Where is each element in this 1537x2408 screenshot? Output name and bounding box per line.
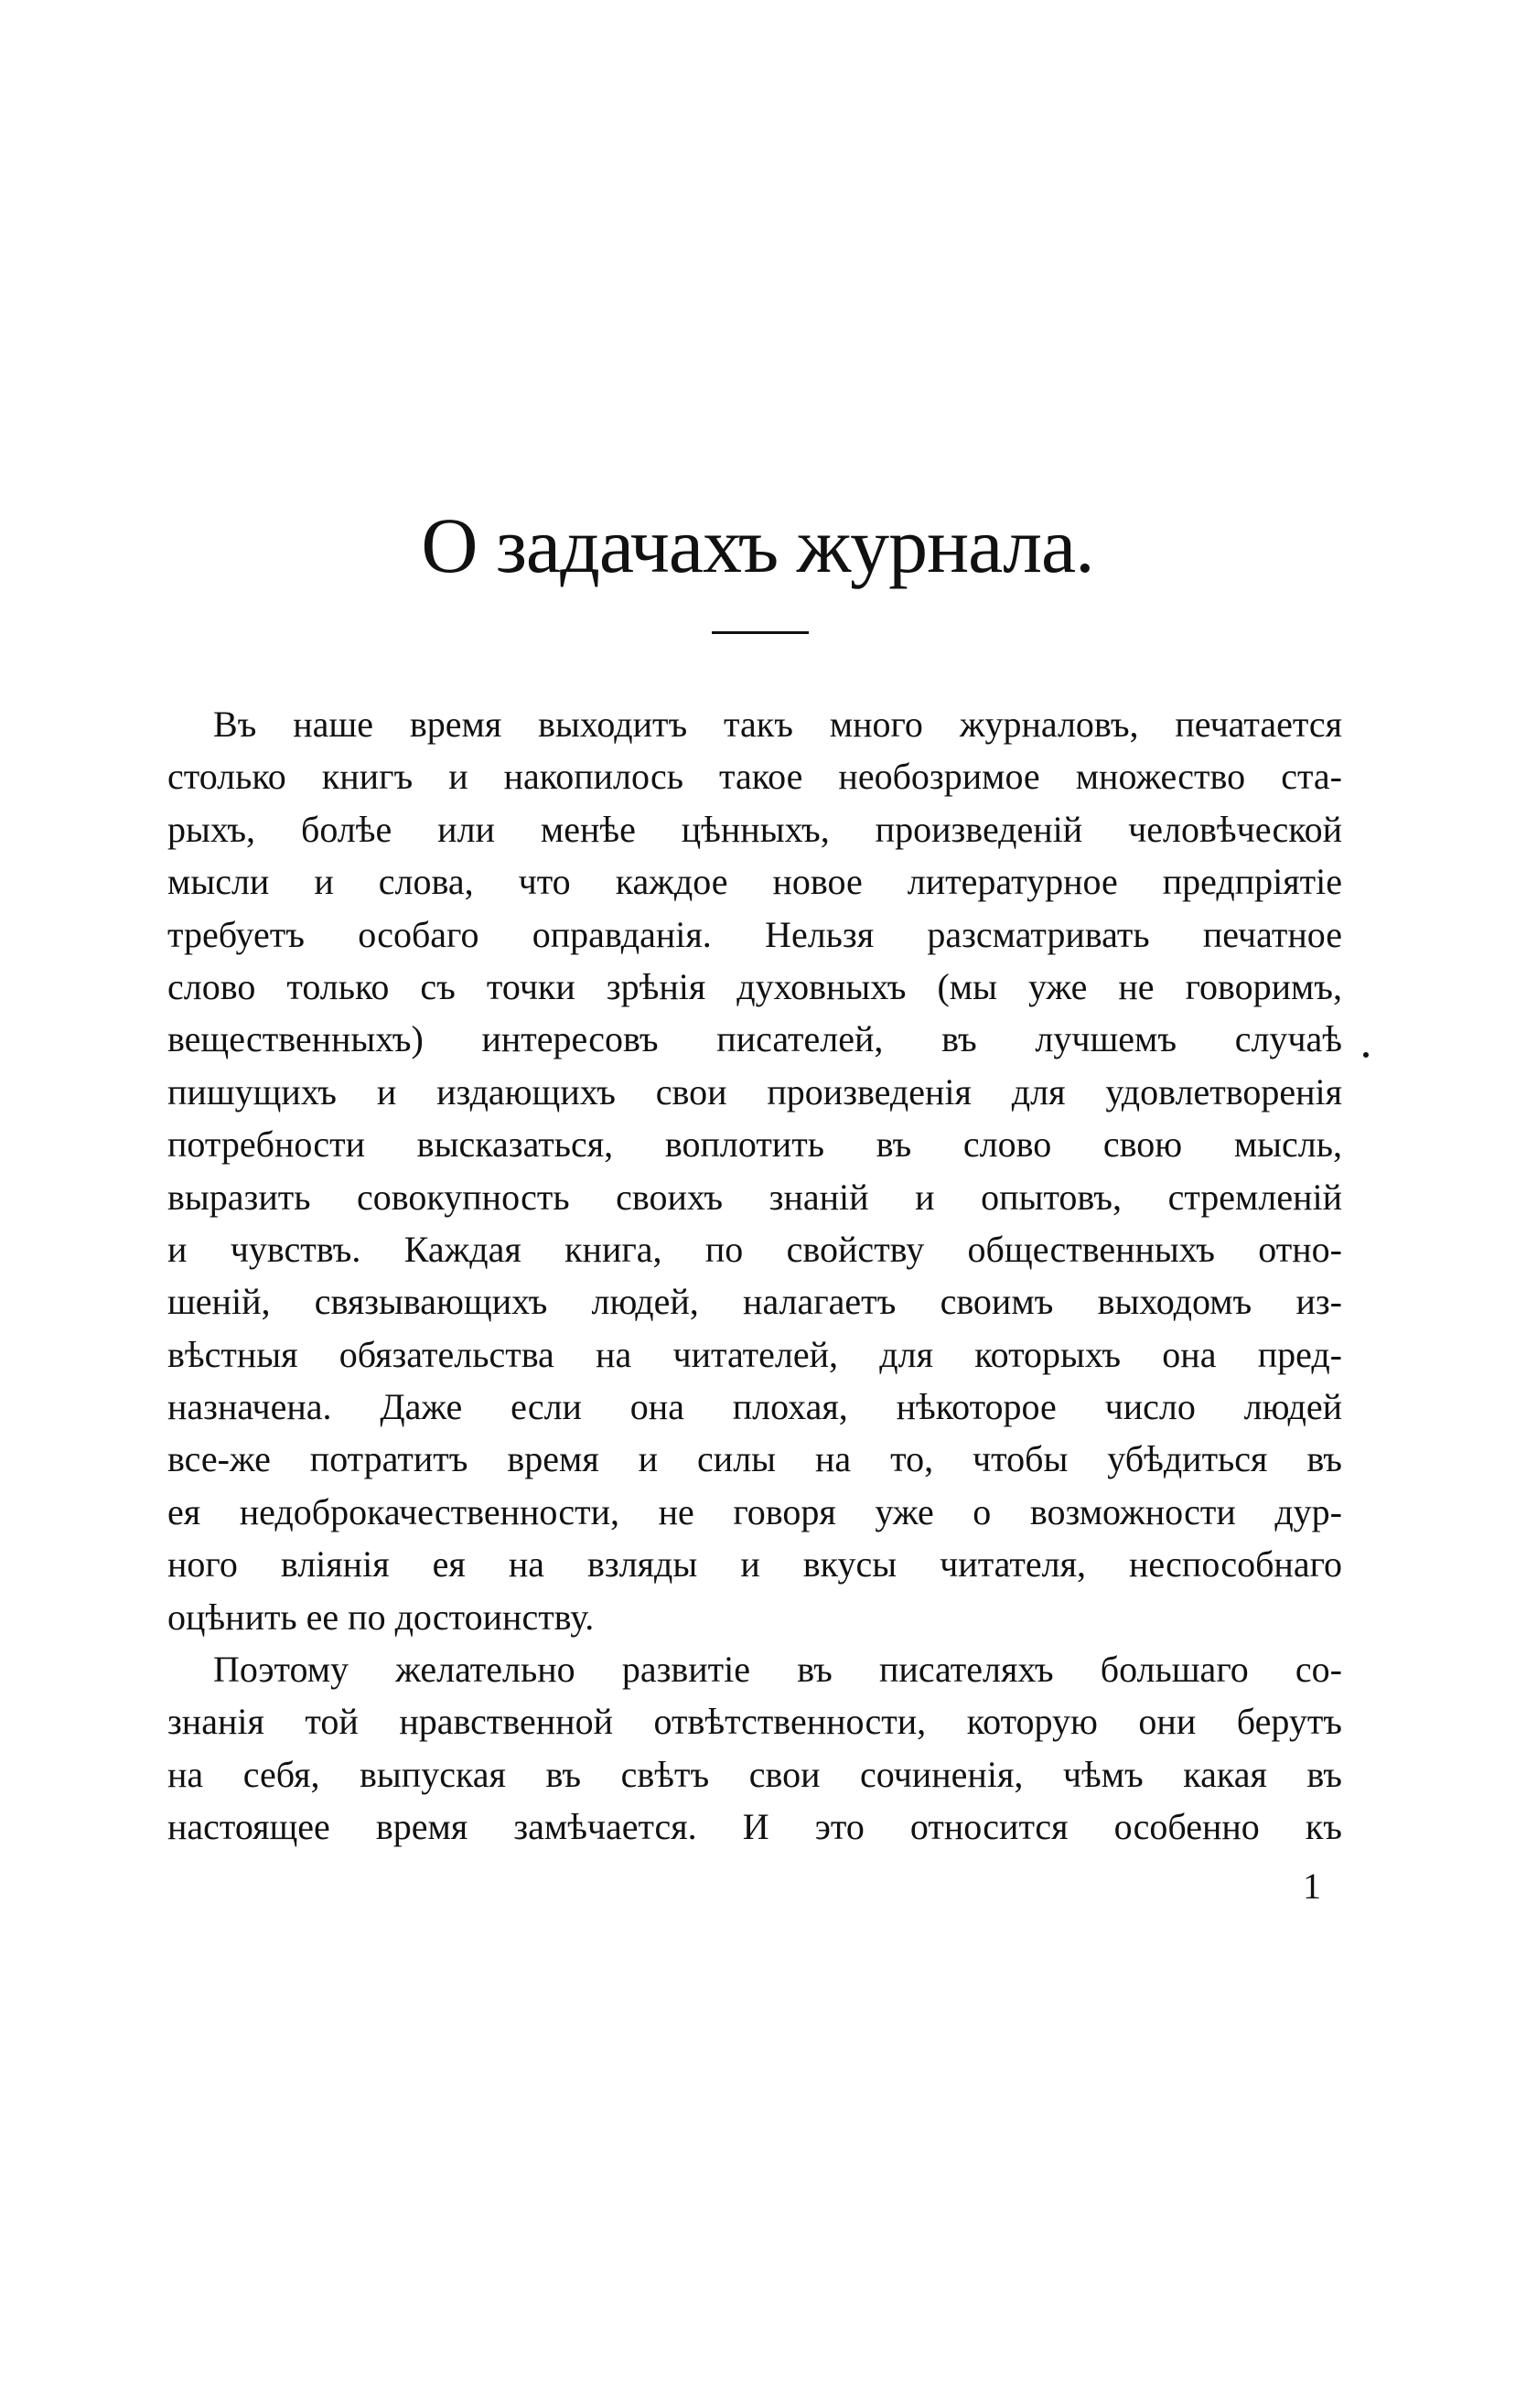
text-line: назначена. Даже если она плохая, нѣкоторое число людей bbox=[167, 1386, 1342, 1428]
text-line: мысли и слова, что каждое новое литературное предпріятіе bbox=[167, 861, 1342, 903]
text-line: вещественныхъ) интересовъ писателей, въ лучшемъ случаѣ bbox=[167, 1018, 1342, 1060]
text-line: ного вліянія ея на взляды и вкусы читателя, неспособнаго bbox=[167, 1543, 1342, 1586]
page-title: О задачахъ журнала. bbox=[421, 501, 1094, 589]
text-line: на себя, выпуская въ свѣтъ свои сочиненія, чѣмъ какая въ bbox=[167, 1753, 1342, 1795]
text-line: слово только съ точки зрѣнія духовныхъ (мы уже не говоримъ, bbox=[167, 965, 1342, 1007]
text-line: Въ наше время выходитъ такъ много журналовъ, печатается bbox=[213, 704, 1342, 745]
text-line: и чувствъ. Каждая книга, по свойству общественныхъ отно- bbox=[167, 1228, 1342, 1270]
text-line: настоящее время замѣчается. И это относится особенно къ bbox=[167, 1806, 1342, 1848]
text-line: выразить совокупность своихъ знаній и опытовъ, стремленій bbox=[167, 1176, 1342, 1218]
ink-speck bbox=[1363, 1052, 1369, 1058]
text-line: ея недоброкачественности, не говоря уже о возможности дур- bbox=[167, 1490, 1342, 1532]
text-line: оцѣнить ее по достоинству. bbox=[167, 1596, 595, 1638]
text-line: пишущихъ и издающихъ свои произведенія для удовлетворенія bbox=[167, 1070, 1342, 1113]
text-line: требуетъ особаго оправданія. Нельзя разсматривать печатное bbox=[167, 913, 1342, 955]
page-number: 1 bbox=[1303, 1865, 1321, 1907]
text-line: столько книгъ и накопилось такое необозримое множество ста- bbox=[167, 756, 1342, 798]
text-line: знанія той нравственной отвѣтственности, которую они берутъ bbox=[167, 1701, 1342, 1743]
text-line: вѣстныя обязательства на читателей, для которыхъ она пред- bbox=[167, 1333, 1342, 1375]
text-line: потребности высказаться, воплотить въ слово свою мысль, bbox=[167, 1123, 1342, 1166]
title-divider bbox=[712, 631, 809, 634]
text-line: все-же потратитъ время и силы на то, чтобы убѣдиться въ bbox=[167, 1438, 1342, 1480]
text-line: Поэтому желательно развитіе въ писателяхъ большаго со- bbox=[213, 1649, 1342, 1691]
text-line: шеній, связывающихъ людей, налагаетъ своимъ выходомъ из- bbox=[167, 1281, 1342, 1323]
text-line: рыхъ, болѣе или менѣе цѣнныхъ, произведеній человѣческой bbox=[167, 808, 1342, 850]
body-text bbox=[167, 698, 1342, 1854]
